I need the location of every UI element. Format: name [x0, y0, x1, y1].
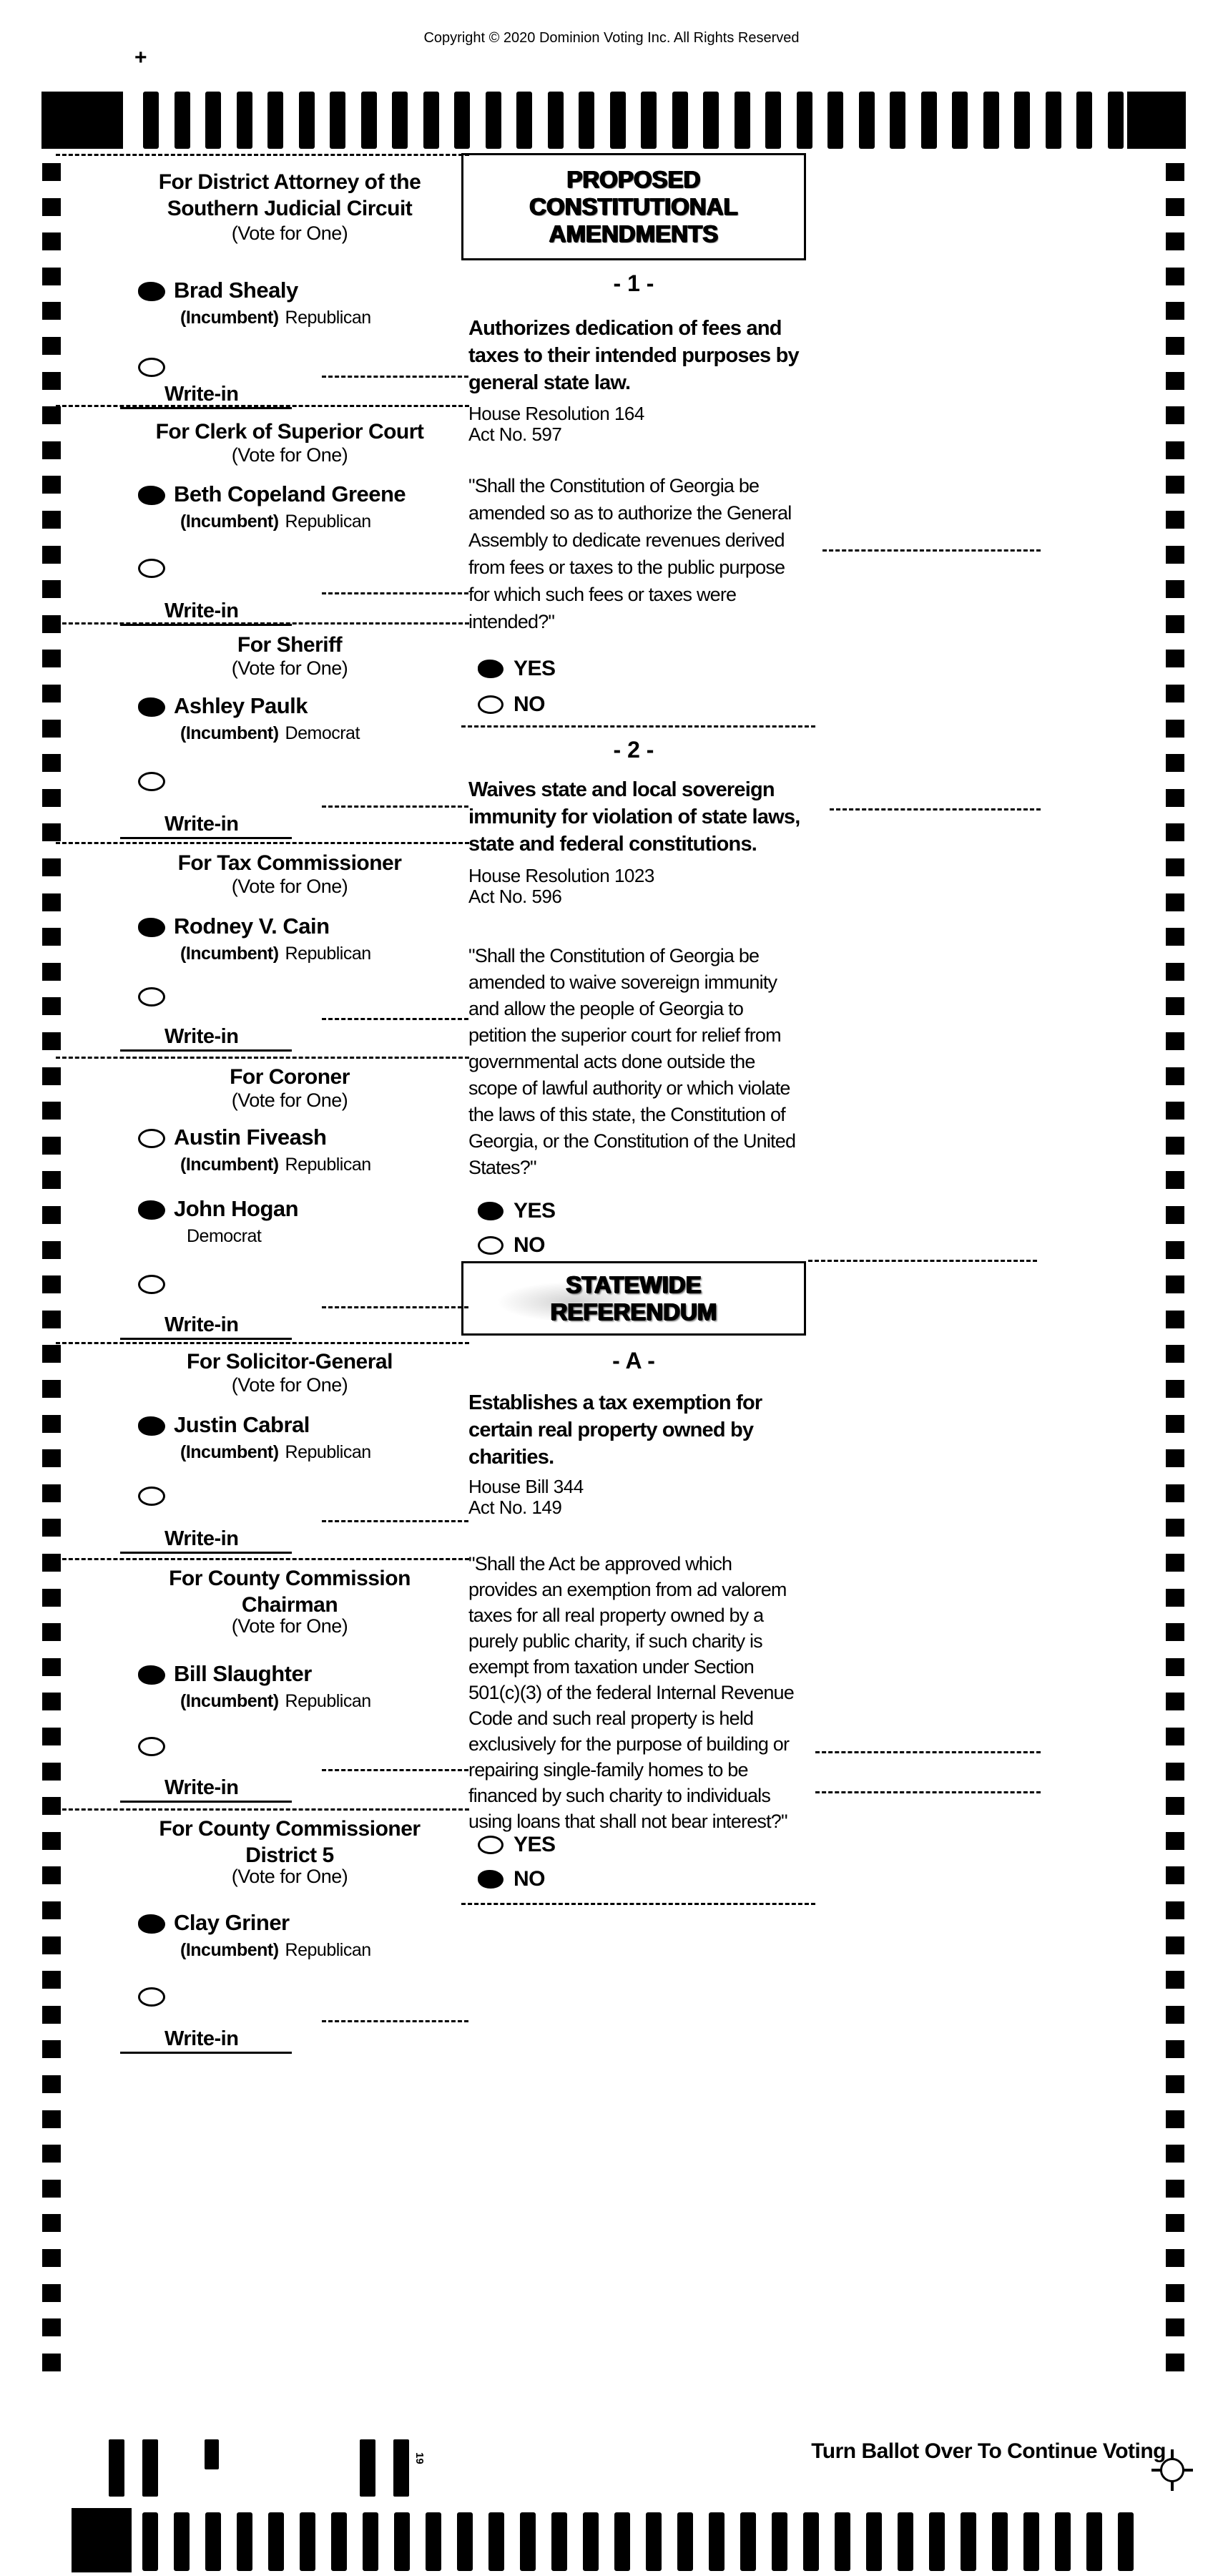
- contest-vote-for: (Vote for One): [231, 222, 348, 244]
- measure-summary: Authorizes dedication of fees and taxes to their intended purposes by general state law.: [468, 317, 799, 394]
- barcode-bar: [109, 2439, 124, 2497]
- contest-title: For Clerk of Superior Court: [155, 420, 424, 444]
- write-in-label: Write-in: [164, 1776, 239, 1799]
- write-in-label: Write-in: [164, 813, 239, 836]
- candidate-name: Beth Copeland Greene: [174, 481, 406, 506]
- candidate-name: Justin Cabral: [174, 1412, 310, 1437]
- contest-vote-for: (Vote for One): [231, 657, 348, 679]
- registration-target-icon: [1151, 2449, 1193, 2491]
- ballot-oval[interactable]: [138, 486, 165, 505]
- barcode-bar: [205, 2439, 219, 2469]
- ballot-oval[interactable]: [138, 697, 165, 717]
- contest-separator: [56, 842, 469, 844]
- candidate-name: Ashley Paulk: [174, 693, 308, 718]
- candidate-party: (Incumbent) Republican: [180, 511, 371, 532]
- copyright-line: Copyright © 2020 Dominion Voting Inc. All Rights Reserved: [423, 30, 800, 46]
- barcode-digits: 19: [413, 2452, 426, 2464]
- candidate-name: Clay Griner: [174, 1910, 290, 1935]
- measure-question: "Shall the Act be approved which provides an exemption from ad valorem taxes for all real property owned by a purely public charity, if such charity is exempt from taxation under Section 501(c)(3) of the federal Internal Revenue Code and such real property is held exclusively for the purpose of building or repairing single-family homes to be financed by such charity to individuals using loans that shall not bear interest?": [468, 1553, 794, 1832]
- contest-vote-for: (Vote for One): [231, 876, 348, 897]
- write-in-line[interactable]: [322, 592, 468, 594]
- contest-title: For District Attorney of the Southern Judicial Circuit: [158, 170, 421, 220]
- contest-vote-for: (Vote for One): [231, 1089, 348, 1111]
- candidate-party: (Incumbent) Democrat: [180, 723, 360, 743]
- candidate-name: Bill Slaughter: [174, 1661, 312, 1686]
- write-in-label: Write-in: [164, 383, 239, 406]
- ballot-oval[interactable]: [138, 918, 165, 937]
- yes-label: YES: [514, 1833, 556, 1856]
- yes-label: YES: [514, 1199, 556, 1223]
- contest-separator: [56, 405, 469, 407]
- amendments-header: PROPOSED CONSTITUTIONAL AMENDMENTS: [529, 166, 738, 247]
- scan-artifact-line: [808, 1260, 1037, 1262]
- measure-number: - A -: [612, 1348, 655, 1373]
- contest-title: For Tax Commissioner: [177, 851, 402, 875]
- candidate-party: (Incumbent) Republican: [180, 1691, 371, 1711]
- no-oval[interactable]: [478, 695, 504, 714]
- write-in-oval[interactable]: [138, 1275, 165, 1294]
- turn-ballot-over-instruction: Turn Ballot Over To Continue Voting: [811, 2439, 1166, 2463]
- contest-separator: [56, 1057, 469, 1059]
- contest-title: For County Commissioner District 5: [159, 1817, 421, 1867]
- ballot-oval[interactable]: [138, 1665, 165, 1685]
- contest-vote-for: (Vote for One): [231, 444, 348, 466]
- yes-label: YES: [514, 657, 556, 680]
- no-label: NO: [514, 1233, 545, 1257]
- write-in-oval[interactable]: [138, 1487, 165, 1506]
- registration-plus-mark: +: [134, 46, 147, 69]
- write-in-oval[interactable]: [138, 559, 165, 578]
- measure-separator: [461, 1903, 815, 1905]
- measure-legal-refs: House Resolution 164 Act No. 597: [468, 403, 644, 445]
- measure-number: - 1 -: [613, 270, 654, 296]
- contest-vote-for: (Vote for One): [231, 1615, 348, 1637]
- amendments-header-box: [461, 153, 806, 260]
- contest-vote-for: (Vote for One): [231, 1374, 348, 1396]
- no-oval[interactable]: [478, 1870, 504, 1889]
- candidate-party: (Incumbent) Republican: [180, 1155, 371, 1175]
- write-in-label: Write-in: [164, 1527, 239, 1550]
- candidate-party: (Incumbent) Republican: [180, 308, 371, 328]
- yes-oval[interactable]: [478, 1202, 504, 1220]
- contest-title: For Sheriff: [237, 633, 343, 657]
- candidate-name: Austin Fiveash: [174, 1125, 327, 1150]
- ballot-oval[interactable]: [138, 1914, 165, 1934]
- write-in-underline: [120, 407, 292, 409]
- yes-oval[interactable]: [478, 660, 504, 678]
- candidate-party: Democrat: [187, 1226, 262, 1246]
- candidate-name: John Hogan: [174, 1196, 299, 1221]
- contest-separator: [56, 622, 469, 625]
- timing-corner-block-bottom-left: [72, 2508, 132, 2572]
- measure-legal-refs: House Bill 344 Act No. 149: [468, 1476, 584, 1518]
- contest-vote-for: (Vote for One): [231, 1866, 348, 1887]
- ballot-oval[interactable]: [138, 282, 165, 301]
- no-oval[interactable]: [478, 1236, 504, 1255]
- write-in-line[interactable]: [322, 805, 468, 808]
- ballot-oval[interactable]: [138, 1416, 165, 1436]
- ballot-oval[interactable]: [138, 1200, 165, 1220]
- measure-separator: [461, 725, 815, 728]
- scan-artifact-line: [822, 549, 1041, 552]
- write-in-underline: [120, 2052, 292, 2054]
- write-in-oval[interactable]: [138, 1987, 165, 2007]
- yes-oval[interactable]: [478, 1836, 504, 1854]
- write-in-oval[interactable]: [138, 772, 165, 791]
- referendum-header-box: [461, 1261, 806, 1336]
- contest-title: For County Commission Chairman: [169, 1567, 411, 1617]
- timing-corner-block-top-left: [41, 92, 123, 149]
- scan-artifact-line: [815, 1791, 1041, 1793]
- candidate-party: (Incumbent) Republican: [180, 944, 371, 964]
- write-in-oval[interactable]: [138, 987, 165, 1007]
- no-option-row: [478, 694, 545, 715]
- ballot-oval[interactable]: [138, 1129, 165, 1148]
- candidate-party: (Incumbent) Republican: [180, 1442, 371, 1462]
- contest-separator: [56, 1808, 469, 1811]
- referendum-header: STATEWIDE REFERENDUM: [550, 1271, 717, 1325]
- write-in-label: Write-in: [164, 1025, 239, 1048]
- write-in-label: Write-in: [164, 2027, 239, 2050]
- write-in-underline: [120, 1552, 292, 1554]
- no-option-row: [478, 1869, 545, 1890]
- measure-number: - 2 -: [613, 737, 654, 763]
- timing-corner-block-top-right: [1127, 92, 1186, 149]
- scan-artifact-line: [815, 1751, 1041, 1753]
- measure-question: "Shall the Constitution of Georgia be amended so as to authorize the General Assembly to dedicate revenues derived from fees or taxes to the public purpose for which such fees or taxes were intended?": [468, 475, 792, 632]
- yes-option-row: [478, 1200, 556, 1222]
- barcode-bar: [360, 2439, 375, 2497]
- contest-title: For Solicitor-General: [187, 1350, 393, 1373]
- write-in-oval[interactable]: [138, 1737, 165, 1756]
- write-in-line[interactable]: [322, 1018, 468, 1020]
- yes-option-row: [478, 658, 556, 680]
- write-in-line[interactable]: [322, 1520, 468, 1522]
- write-in-label: Write-in: [164, 599, 239, 622]
- scan-artifact-line: [830, 808, 1041, 810]
- barcode-bar: [393, 2439, 409, 2497]
- barcode-bar: [142, 2439, 158, 2497]
- candidate-party: (Incumbent) Republican: [180, 1940, 371, 1960]
- measure-summary: Establishes a tax exemption for certain real property owned by charities.: [468, 1391, 762, 1469]
- write-in-line[interactable]: [322, 1306, 468, 1308]
- measure-question: "Shall the Constitution of Georgia be amended to waive sovereign immunity and allow the people of Georgia to petition the superior court for relief from governmental acts done outside the scope of lawful authority or which violate the laws of this state, the Constitution of Georgia, or the Constitution of the United States?": [468, 945, 796, 1178]
- yes-option-row: [478, 1834, 556, 1856]
- no-label: NO: [514, 692, 545, 716]
- contest-separator: [56, 1558, 469, 1560]
- write-in-line[interactable]: [322, 2020, 468, 2022]
- no-option-row: [478, 1235, 545, 1256]
- write-in-oval[interactable]: [138, 358, 165, 377]
- contest-separator: [56, 1342, 469, 1344]
- write-in-underline: [120, 837, 292, 839]
- contest-separator: [56, 154, 469, 156]
- write-in-underline: [120, 1801, 292, 1803]
- contest-title: For Coroner: [230, 1065, 350, 1089]
- candidate-name: Brad Shealy: [174, 278, 298, 303]
- no-label: NO: [514, 1867, 545, 1891]
- write-in-underline: [120, 1338, 292, 1340]
- write-in-line[interactable]: [322, 376, 468, 378]
- write-in-label: Write-in: [164, 1313, 239, 1336]
- measure-legal-refs: House Resolution 1023 Act No. 596: [468, 865, 654, 907]
- candidate-name: Rodney V. Cain: [174, 914, 330, 939]
- write-in-underline: [120, 1049, 292, 1052]
- measure-summary: Waives state and local sovereign immunity for violation of state laws, state and federal constitutions.: [468, 778, 800, 856]
- write-in-line[interactable]: [322, 1769, 468, 1771]
